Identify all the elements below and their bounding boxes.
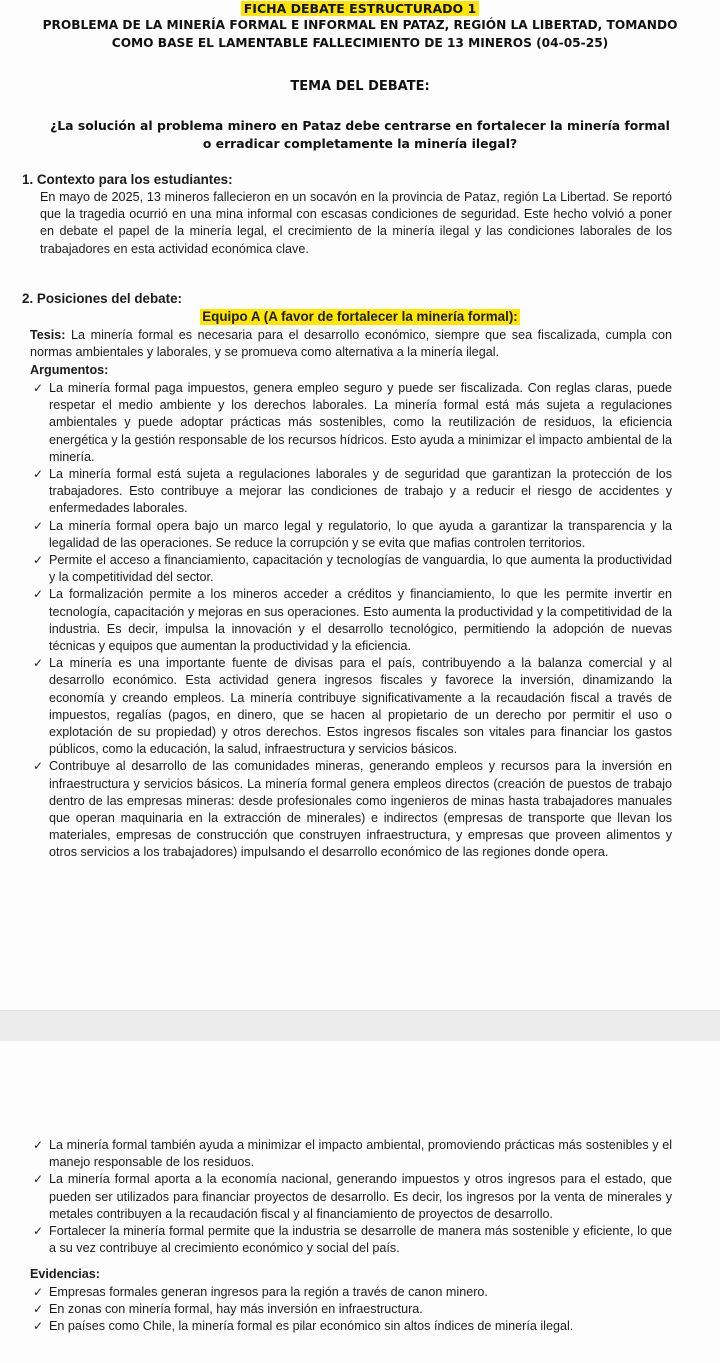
arguments-list-continued <box>30 1137 672 1257</box>
list-item: ✓ Empresas formales generan ingresos para la región a través de canon minero. <box>30 1284 672 1301</box>
list-item: ✓ La minería formal también ayuda a minimizar el impacto ambiental, promoviendo prácticas más sostenibles y el manejo responsable de los residuos. <box>33 1138 672 1170</box>
check-icon: ✓ <box>33 467 44 482</box>
check-icon: ✓ <box>33 553 44 568</box>
check-icon: ✓ <box>33 518 44 533</box>
team-a-label: Equipo A (A favor de fortalecer la minería formal): <box>202 309 518 324</box>
check-icon: ✓ <box>33 1285 44 1299</box>
list-item: ✓ La minería formal aporta a la economía nacional, generando impuestos y otros ingresos para el estado, que pueden ser utilizados para financiar proyectos de desarrollo. Es decir, los ingresos por la venta de minerales y metales contribuyen a la recaudación fiscal y al financiamiento de proyectos de desarrollo. <box>33 1172 672 1221</box>
check-icon: ✓ <box>33 1302 44 1317</box>
list-item: ✓ En zonas con minería formal, hay más inversión en infraestructura. <box>30 1301 672 1318</box>
section-positions-title: 2. Posiciones del debate: <box>22 291 182 306</box>
check-icon: ✓ <box>33 381 44 395</box>
team-a-heading <box>0 309 720 326</box>
list-item: ✓ La minería es una importante fuente de divisas para el país, contribuyendo a la balanza comercial y al desarrollo económico. Esta actividad genera ingresos fiscales y favorece la inversión, dinamizando la economía y creando empleos. La minería contribuye significativamente a la recaudación fiscal a través de impuestos, regalías (pagos, en dinero, que se hacen al propietario de un derecho por permitir el uso o explotación de su propiedad) y otros derechos. Estos ingresos fiscales son vitales para financiar los gastos públicos, como la educación, la salud, infraestructura y servicios básicos. <box>33 656 672 757</box>
thesis-label: Tesis: <box>30 328 66 342</box>
check-icon: ✓ <box>33 1224 44 1239</box>
list-item: ✓ La minería formal está sujeta a regulaciones laborales y de seguridad que garantizan la protección de los trabajadores. Esto contribuye a mejorar las condiciones de trabajo y a reducir el riesgo de accidentes y enfermedades laborales. <box>33 467 672 516</box>
list-item: ✓ Contribuye al desarrollo de las comunidades mineras, generando empleos y recursos para la inversión en infraestructura y servicios básicos. La minería formal genera empleos directos (creación de puestos de trabajo dentro de las empresas mineras: desde profesionales como ingenieros de minas hasta trabajadores manuales que operan maquinaria en la extracción de minerales) e indirectos (empresas de transporte que llevan los materiales, empresas de construcción que construyen infraestructura, y empresas que proveen alimentos y otros servicios a los trabajadores) impulsando el desarrollo económico de las regiones donde opera. <box>33 759 672 860</box>
page-gap <box>0 1010 720 1042</box>
evidence-list <box>30 1284 672 1336</box>
check-icon: ✓ <box>33 1319 44 1334</box>
list-item: ✓ En países como Chile, la minería formal es pilar económico sin altos índices de minería ilegal. <box>30 1318 672 1335</box>
section-context-title: 1. Contexto para los estudiantes: <box>22 172 233 187</box>
thesis-text: La minería formal es necesaria para el desarrollo económico, siempre que sea fiscalizada, cumpla con normas ambientales y laborales, y se promueva como alternativa a la minería ilegal. <box>30 328 672 360</box>
list-item: ✓ La minería formal opera bajo un marco legal y regulatorio, lo que ayuda a garantizar la transparencia y la legalidad de las operaciones. Se reduce la corrupción y se evita que mafias controlen territorios. <box>33 518 672 550</box>
debate-topic-label: TEMA DEL DEBATE: <box>290 79 430 94</box>
ficha-title: FICHA DEBATE ESTRUCTURADO 1 <box>241 1 479 16</box>
list-item: ✓ La minería formal paga impuestos, genera empleo seguro y puede ser fiscalizada. Con reglas claras, puede respetar el medio ambiente y los derechos laborales. La minería formal está más sujeta a regulaciones ambientales y puede adoptar prácticas más sostenibles, como la reutilización de residuos, la eficiencia energética y la gestión responsable de los recursos hídricos. Esto ayuda a minimizar el impacto ambiental de la minería. <box>33 381 672 464</box>
list-item: ✓ Permite el acceso a financiamiento, capacitación y tecnologías de vanguardia, lo que aumenta la productividad y la competitividad del sector. <box>33 553 672 585</box>
context-paragraph: En mayo de 2025, 13 mineros fallecieron en un socavón en la provincia de Pataz, región La Libertad. Se reportó que la tragedia ocurrió en una mina informal con escasas condiciones de seguridad. Este hecho volvió a poner en debate el papel de la minería legal, el crecimiento de la minería ilegal y las condiciones laborales de los trabajadores en esta actividad económica clave. <box>40 190 672 256</box>
arguments-list <box>30 380 672 862</box>
check-icon: ✓ <box>33 587 44 602</box>
list-item: ✓ Fortalecer la minería formal permite que la industria se desarrolle de manera más sostenible y eficiente, lo que a su vez contribuye al crecimiento económico y social del país. <box>33 1224 672 1256</box>
check-icon: ✓ <box>33 1138 44 1152</box>
document-page-2 <box>0 1041 720 1363</box>
ficha-header <box>0 0 720 18</box>
evidence-label: Evidencias: <box>30 1267 100 1281</box>
arguments-label: Argumentos: <box>30 363 109 377</box>
debate-question: ¿La solución al problema minero en Pataz debe centrarse en fortalecer la minería formal o erradicar completamente la minería ilegal? <box>50 118 670 151</box>
check-icon: ✓ <box>33 1172 44 1187</box>
check-icon: ✓ <box>33 656 44 671</box>
check-icon: ✓ <box>33 759 44 774</box>
problem-title: PROBLEMA DE LA MINERÍA FORMAL E INFORMAL EN PATAZ, REGIÓN LA LIBERTAD, TOMANDO COMO BASE EL LAMENTABLE FALLECIMIENTO DE 13 MINEROS (04-05-25) <box>42 18 678 50</box>
list-item: ✓ La formalización permite a los mineros acceder a créditos y financiamiento, lo que les permite invertir en tecnología, capacitación y mejoras en sus operaciones. Esto aumenta la productividad y la competitividad de la industria. Es decir, impulsa la innovación y el desarrollo tecnológico, permitiendo la adopción de nuevas técnicas y equipos que aumentan la productividad y la eficiencia. <box>33 587 672 654</box>
thesis-paragraph <box>30 327 672 361</box>
